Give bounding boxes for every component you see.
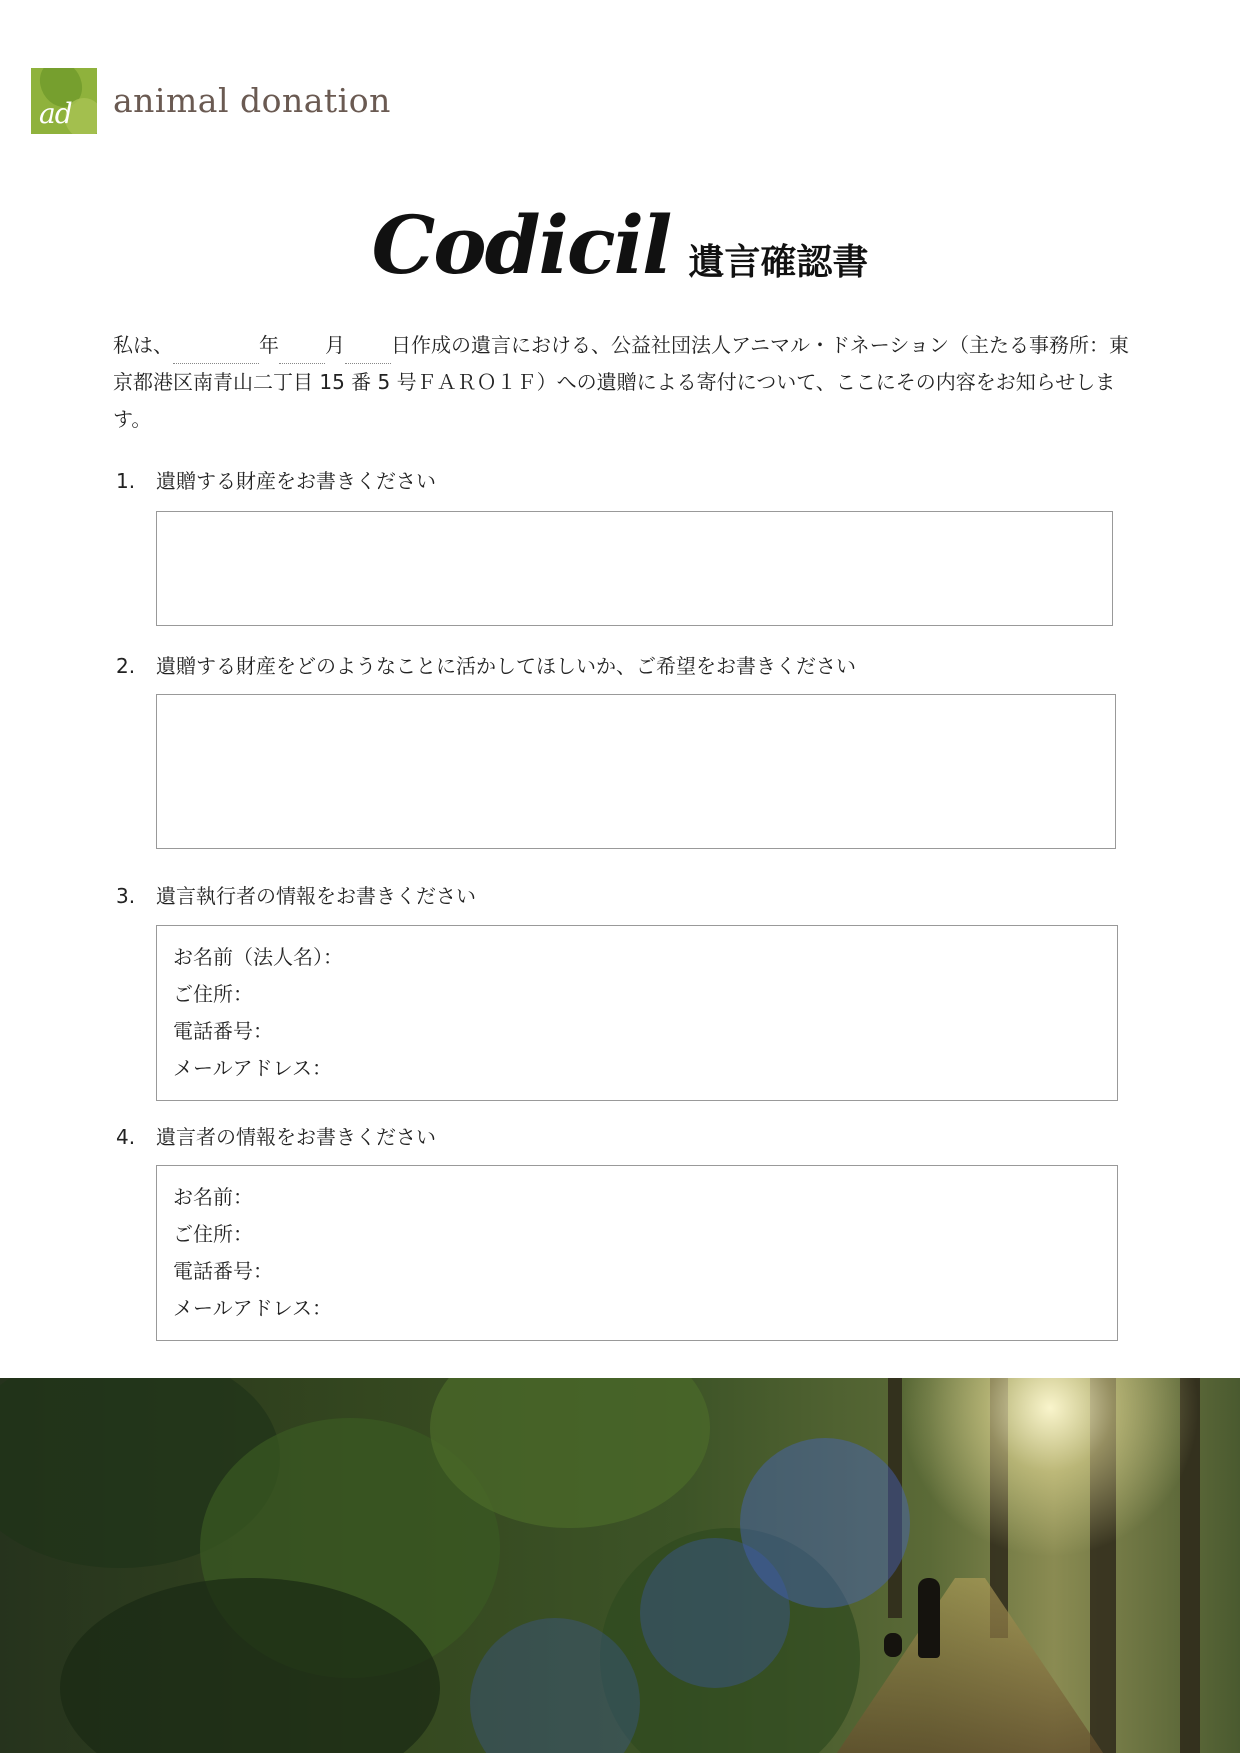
testator-phone-label: 電話番号： bbox=[173, 1259, 273, 1283]
intro-paragraph bbox=[113, 327, 1133, 438]
year-label: 年 bbox=[259, 333, 279, 357]
question-number: 3. bbox=[116, 884, 136, 908]
logo bbox=[31, 67, 391, 134]
day-blank[interactable] bbox=[345, 333, 391, 364]
testator-address-label: ご住所： bbox=[173, 1222, 253, 1246]
year-blank[interactable] bbox=[173, 333, 259, 364]
executor-address-label: ご住所： bbox=[173, 982, 253, 1006]
logo-mark-icon bbox=[31, 68, 97, 134]
title-script: Codicil bbox=[371, 198, 671, 292]
question-number: 4. bbox=[116, 1125, 136, 1149]
month-blank[interactable] bbox=[279, 333, 325, 364]
question-label: 遺言者の情報をお書きください bbox=[156, 1125, 436, 1149]
intro-text-start: 私は、 bbox=[113, 333, 173, 357]
question-number: 2. bbox=[116, 654, 136, 678]
bequest-property-box[interactable] bbox=[156, 511, 1113, 626]
forest-photo bbox=[0, 1378, 1240, 1753]
question-label: 遺贈する財産をお書きください bbox=[156, 469, 436, 493]
executor-name-label: お名前（法人名）： bbox=[173, 945, 343, 969]
question-label: 遺贈する財産をどのようなことに活かしてほしいか、ご希望をお書きください bbox=[156, 654, 856, 678]
executor-email-label: メールアドレス： bbox=[173, 1056, 332, 1080]
question-label: 遺言執行者の情報をお書きください bbox=[156, 884, 476, 908]
question-3 bbox=[116, 880, 476, 909]
title-japanese: 遺言確認書 bbox=[688, 241, 869, 283]
question-2 bbox=[116, 650, 856, 679]
executor-info-box[interactable] bbox=[156, 925, 1118, 1101]
question-number: 1. bbox=[116, 469, 136, 493]
testator-info-box[interactable] bbox=[156, 1165, 1118, 1341]
executor-phone-label: 電話番号： bbox=[173, 1019, 273, 1043]
logo-text: animal donation bbox=[113, 81, 391, 120]
testator-email-label: メールアドレス： bbox=[173, 1296, 332, 1320]
bequest-wishes-box[interactable] bbox=[156, 694, 1116, 849]
testator-name-label: お名前： bbox=[173, 1185, 253, 1209]
month-label: 月 bbox=[325, 333, 345, 357]
document-title bbox=[0, 198, 1240, 292]
question-1 bbox=[116, 465, 436, 494]
intro-text-rest: 日作成の遺言における、公益社団法人アニマル・ドネーション（主たる事務所：東京都港区南青山二丁目 15 番 5 号ＦＡＲＯ１Ｆ）への遺贈による寄付について、ここにその内容をお知らせします。 bbox=[113, 333, 1129, 431]
question-4 bbox=[116, 1121, 436, 1150]
logo-mark-text: ad bbox=[39, 96, 72, 130]
walking-person-icon bbox=[918, 1578, 940, 1658]
dog-icon bbox=[884, 1633, 902, 1657]
